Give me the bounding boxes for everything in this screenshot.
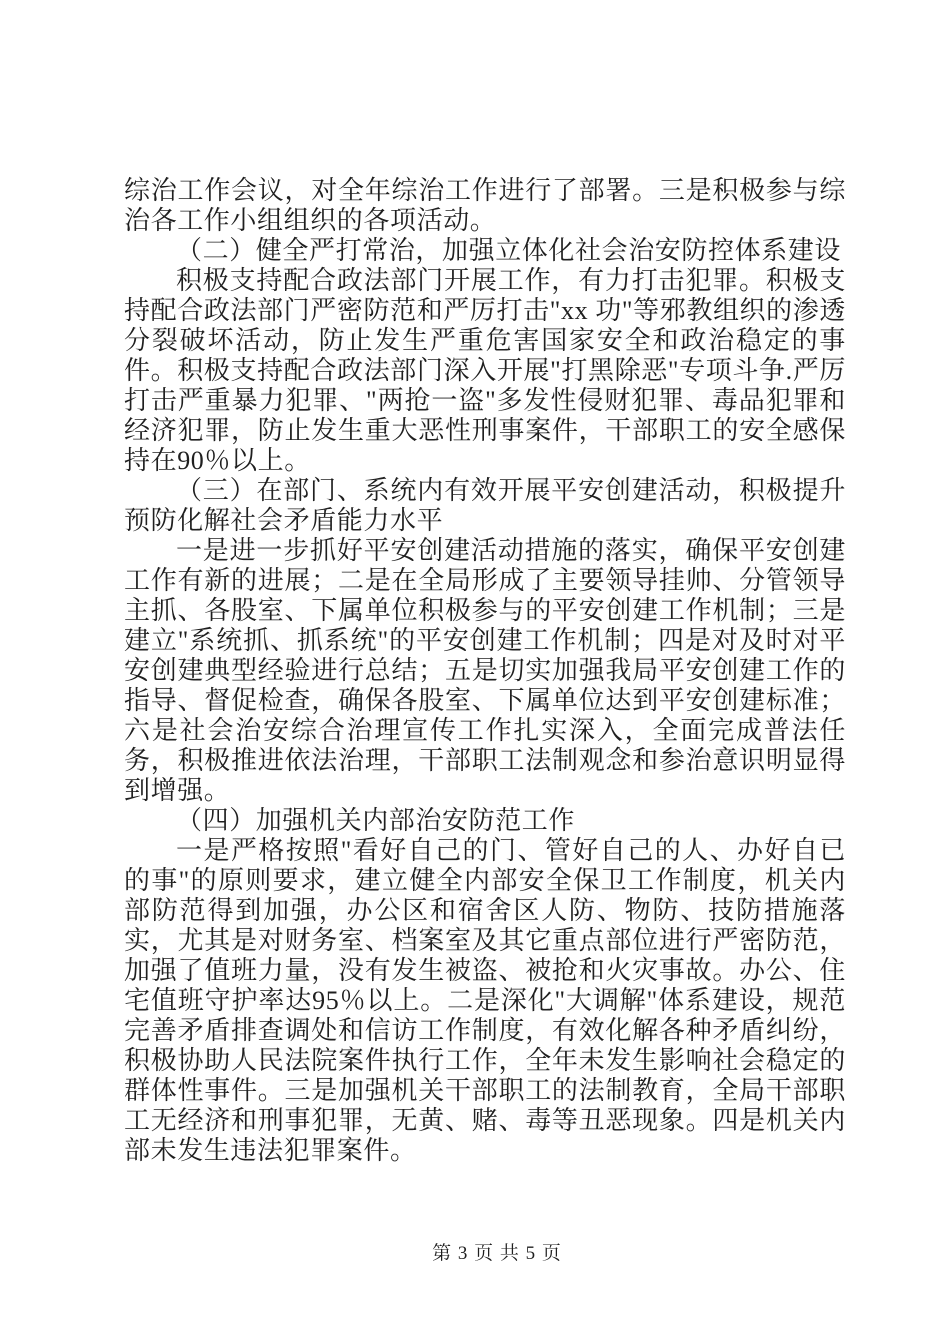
paragraph-section-3-body: 一是进一步抓好平安创建活动措施的落实，确保平安创建工作有新的进展；二是在全局形成了主要领导挂帅、分管领导主抓、各股室、下属单位积极参与的平安创建工作机制；三是建立"系统抓、抓系统"的平安创建工作机制；四是对及时对平安创建典型经验进行总结；五是切实加强我局平安创建工作的指导、督促检查，确保各股室、下属单位达到平安创建标准；六是社会治安综合治理宣传工作扎实深入，全面完成普法任务，积极推进依法治理，干部职工法制观念和参治意识明显得到增强。 [124,536,846,805]
paragraph-section-2-body: 积极支持配合政法部门开展工作，有力打击犯罪。积极支持配合政法部门严密防范和严厉打击"xx 功"等邪教组织的渗透分裂破坏活动，防止发生严重危害国家安全和政治稳定的事件。积极支持配合政法部门深入开展"打黑除恶"专项斗争.严厉打击严重暴力犯罪、"两抢一盗"多发性侵财犯罪、毒品犯罪和经济犯罪，防止发生重大恶性刑事案件，干部职工的安全感保持在90％以上。 [124,266,846,475]
section-heading-4: （四）加强机关内部治安防范工作 [176,806,576,835]
page-footer [0,1238,950,1265]
paragraph-continuation: 综治工作会议，对全年综治工作进行了部署。三是积极参与综治各工作小组组织的各项活动。 [124,176,846,235]
page-number: 第 3 页 共 5 页 [432,1243,562,1264]
section-heading-3: （三）在部门、系统内有效开展平安创建活动，积极提升预防化解社会矛盾能力水平 [124,476,846,535]
section-heading-2: （二）健全严打常治，加强立体化社会治安防控体系建设 [176,236,842,265]
paragraph-section-4-body: 一是严格按照"看好自己的门、管好自己的人、办好自已的事"的原则要求，建立健全内部安全保卫工作制度，机关内部防范得到加强，办公区和宿舍区人防、物防、技防措施落实，尤其是对财务室、档案室及其它重点部位进行严密防范，加强了值班力量，没有发生被盗、被抢和火灾事故。办公、住宅值班守护率达95％以上。二是深化"大调解"体系建设，规范完善矛盾排查调处和信访工作制度，有效化解各种矛盾纠纷，积极协助人民法院案件执行工作，全年未发生影响社会稳定的群体性事件。三是加强机关干部职工的法制教育，全局干部职工无经济和刑事犯罪，无黄、赌、毒等丑恶现象。四是机关内部未发生违法犯罪案件。 [124,836,846,1165]
document-body [124,176,846,1166]
